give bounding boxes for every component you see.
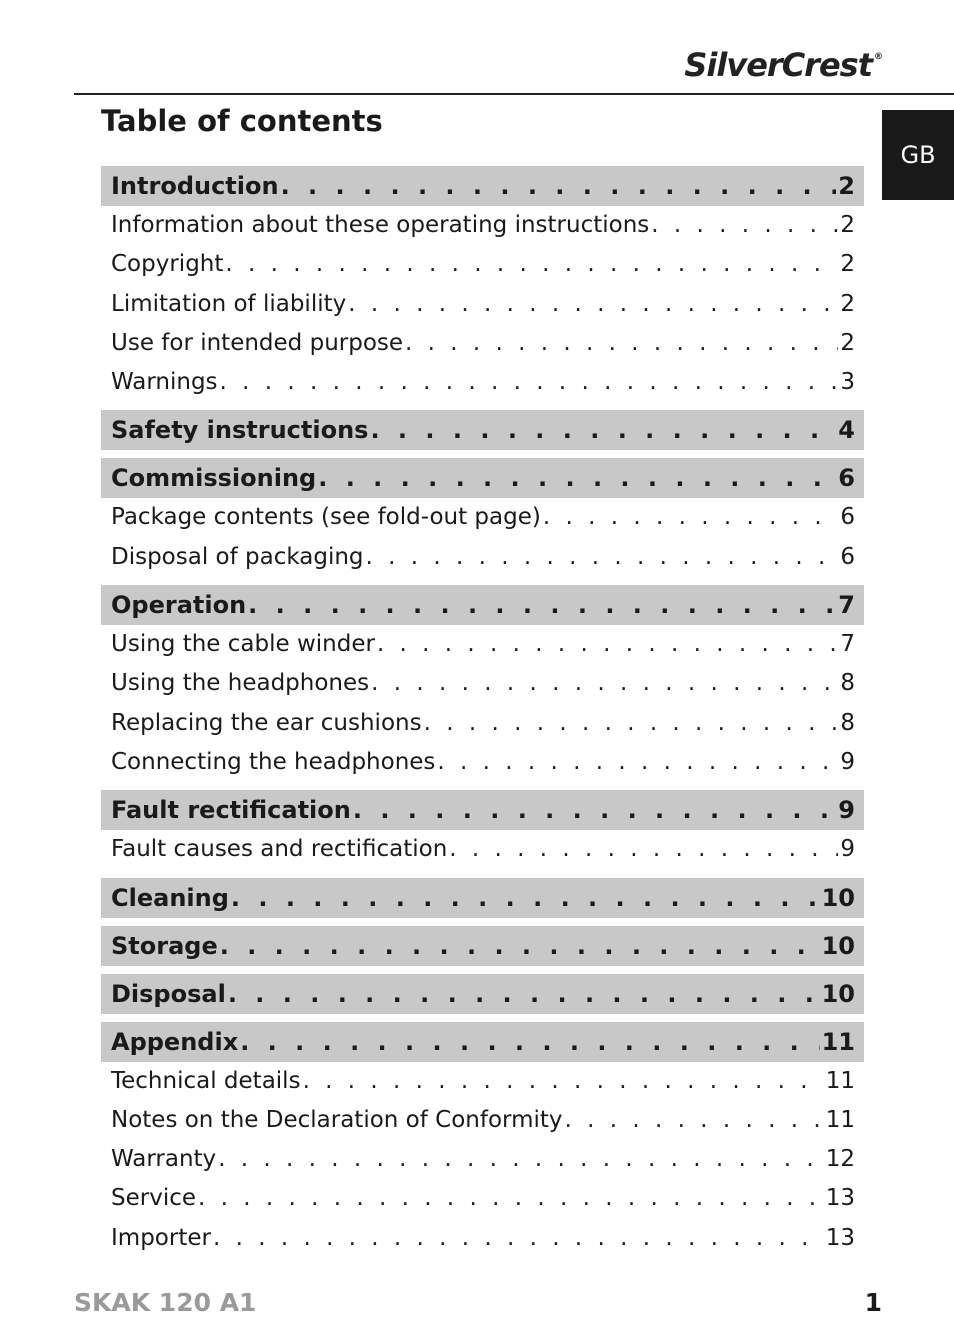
toc-label: Appendix (111, 1027, 239, 1056)
toc-label: Technical details (111, 1067, 301, 1094)
toc-leader-dots (281, 166, 837, 206)
toc-entry-row[interactable] (101, 538, 864, 577)
toc-leader-dots (377, 625, 838, 664)
toc-entry-row[interactable] (101, 245, 864, 284)
toc-leader-dots (303, 1062, 824, 1101)
toc-entry-row[interactable] (101, 830, 864, 869)
toc-label: Connecting the headphones (111, 748, 436, 775)
toc-entry-row[interactable] (101, 704, 864, 743)
toc-section-row[interactable] (101, 585, 864, 625)
toc-page-number: 13 (825, 1224, 855, 1251)
toc-section-row[interactable] (101, 926, 864, 966)
language-tab-label: GB (900, 141, 936, 169)
toc-label: Cleaning (111, 883, 229, 912)
toc-leader-dots (371, 664, 838, 703)
toc-leader-dots (228, 974, 820, 1014)
toc-entry-row[interactable] (101, 285, 864, 324)
toc-entry-row[interactable] (101, 1062, 864, 1101)
toc-leader-dots (231, 878, 820, 918)
toc-page-number: 2 (840, 290, 855, 317)
toc-label: Warnings (111, 369, 218, 396)
toc-label: Replacing the ear cushions (111, 709, 422, 736)
toc-label: Warranty (111, 1146, 217, 1173)
toc-label: Service (111, 1185, 197, 1212)
toc-page-number: 8 (840, 670, 855, 697)
toc-entry-row[interactable] (101, 625, 864, 664)
toc-page-number: 13 (825, 1185, 855, 1212)
toc-entry-row[interactable] (101, 664, 864, 703)
brand-logo (684, 46, 882, 84)
toc-entry-row[interactable] (101, 1179, 864, 1218)
toc-leader-dots (449, 830, 838, 869)
toc-label: Commissioning (111, 464, 317, 493)
toc-page-number: 3 (840, 369, 855, 396)
toc-leader-dots (366, 538, 839, 577)
toc-page-number: 11 (825, 1067, 855, 1094)
toc-label: Importer (111, 1224, 211, 1251)
toc-section-row[interactable] (101, 974, 864, 1014)
toc-label: Operation (111, 591, 247, 620)
toc-page-number: 10 (821, 883, 855, 912)
toc-page-number: 4 (838, 416, 855, 445)
toc-page-number: 8 (840, 709, 855, 736)
toc-label: Copyright (111, 251, 224, 278)
toc-label: Using the cable winder (111, 631, 375, 658)
brand-name: SilverCrest (684, 46, 872, 84)
toc-entry-row[interactable] (101, 1140, 864, 1179)
toc-page-number: 12 (825, 1146, 855, 1173)
toc-leader-dots (353, 790, 836, 830)
toc-section-row[interactable] (101, 1022, 864, 1062)
toc-entry-row[interactable] (101, 743, 864, 782)
language-tab (882, 110, 954, 200)
toc-section-row[interactable] (101, 458, 864, 498)
toc-label: Storage (111, 931, 218, 960)
toc-label: Safety instructions (111, 416, 369, 445)
toc-page-number: 2 (838, 172, 855, 200)
toc-leader-dots (248, 585, 836, 625)
toc-leader-dots (370, 410, 836, 450)
page-title: Table of contents (101, 104, 383, 138)
toc-leader-dots (318, 458, 836, 498)
toc-leader-dots (437, 743, 838, 782)
toc-page-number: 9 (838, 796, 855, 825)
toc-label: Introduction (111, 172, 279, 200)
toc-label: Disposal of packaging (111, 543, 364, 570)
toc-label: Notes on the Declaration of Conformity (111, 1106, 563, 1133)
toc-page-number: 7 (838, 591, 855, 620)
toc-section-row[interactable] (101, 878, 864, 918)
toc-page-number: 10 (821, 979, 855, 1008)
toc-leader-dots (225, 245, 838, 284)
toc-label: Information about these operating instructions (111, 212, 650, 238)
toc-page-number: 11 (821, 1027, 855, 1056)
toc-label: Package contents (see fold-out page) (111, 504, 541, 531)
toc-label: Disposal (111, 979, 226, 1008)
toc-entry-row[interactable] (101, 324, 864, 363)
toc-section-row[interactable] (101, 790, 864, 830)
toc-entry-row[interactable] (101, 498, 864, 537)
toc-page-number: 7 (840, 631, 855, 658)
toc-leader-dots (220, 363, 839, 402)
toc-label: Use for intended purpose (111, 329, 404, 356)
toc-leader-dots (213, 1219, 824, 1258)
toc-page-number: 9 (840, 748, 855, 775)
toc-label: Fault causes and rectification (111, 836, 448, 863)
footer-model: SKAK 120 A1 (74, 1288, 257, 1317)
footer-page-number: 1 (864, 1288, 882, 1317)
toc-page-number: 9 (840, 836, 855, 863)
toc-entry-row[interactable] (101, 363, 864, 402)
toc-leader-dots (218, 1140, 824, 1179)
toc-label: Using the headphones (111, 670, 370, 697)
toc-leader-dots (405, 324, 838, 363)
toc-page-number: 6 (840, 504, 855, 531)
toc-page-number: 11 (825, 1106, 855, 1133)
toc-page-number: 10 (821, 931, 855, 960)
toc-section-row[interactable] (101, 410, 864, 450)
toc-entry-row[interactable] (101, 206, 864, 245)
toc-entry-row[interactable] (101, 1101, 864, 1140)
toc-page-number: 2 (840, 251, 855, 278)
toc-label: Fault rectification (111, 796, 351, 825)
toc-section-row[interactable] (101, 166, 864, 206)
toc-label: Limitation of liability (111, 290, 347, 317)
toc-entry-row[interactable] (101, 1219, 864, 1258)
toc-leader-dots (240, 1022, 819, 1062)
toc-leader-dots (543, 498, 839, 537)
toc-leader-dots (198, 1179, 824, 1218)
registered-mark: ® (874, 52, 882, 62)
toc-leader-dots (651, 206, 838, 245)
table-of-contents (101, 166, 864, 1258)
toc-leader-dots (220, 926, 820, 966)
toc-page-number: 6 (838, 464, 855, 493)
toc-leader-dots (424, 704, 839, 743)
toc-leader-dots (565, 1101, 824, 1140)
toc-page-number: 2 (840, 212, 855, 238)
toc-page-number: 6 (840, 543, 855, 570)
toc-page-number: 2 (840, 329, 855, 356)
toc-leader-dots (348, 285, 838, 324)
header-rule (74, 93, 954, 95)
